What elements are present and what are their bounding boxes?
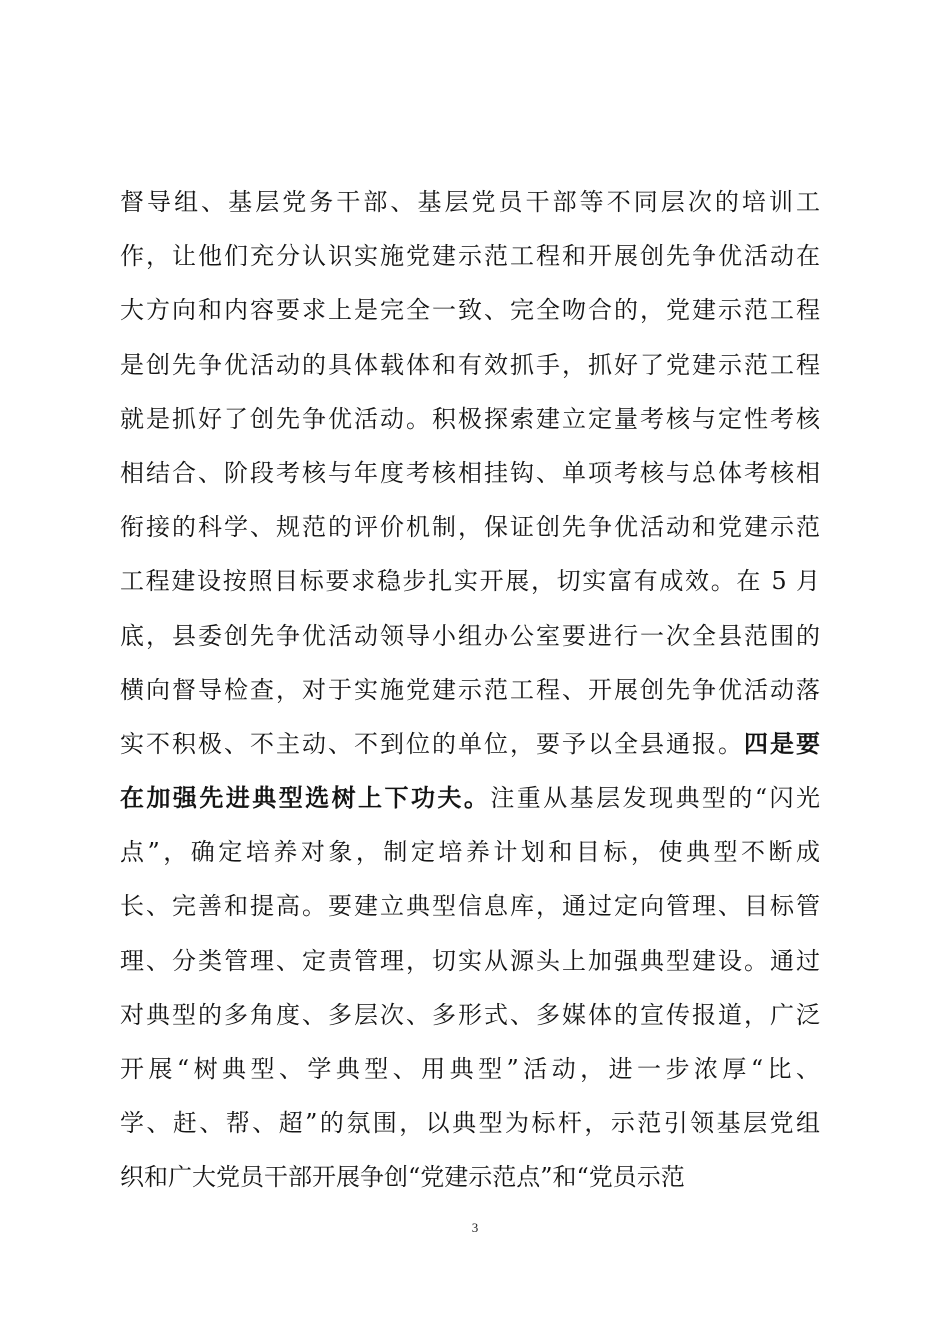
text-segment: 底，县委创先争优活动领导小组办公室要进行一次全县范围的 (120, 621, 820, 650)
text-line (120, 554, 820, 608)
text-line (120, 392, 820, 446)
text-line (120, 1042, 820, 1096)
text-segment: 作，让他们充分认识实施党建示范工程和开展创先争优活动在 (120, 242, 820, 271)
text-segment: 横向督导检查，对于实施党建示范工程、开展创先争优活动落 (120, 675, 820, 704)
text-segment: 是创先争优活动的具体载体和有效抓手，抓好了党建示范工程 (120, 350, 820, 379)
text-line (120, 229, 820, 283)
text-segment: 长、完善和提高。要建立典型信息库，通过定向管理、目标管 (120, 892, 820, 921)
text-segment: 对典型的多角度、多层次、多形式、多媒体的宣传报道，广泛 (120, 1000, 820, 1029)
text-segment: 相结合、阶段考核与年度考核相挂钩、单项考核与总体考核相 (120, 458, 820, 487)
text-line (120, 500, 820, 554)
text-segment: 织和广大党员干部开展争创“党建示范点”和“党员示范 (120, 1163, 685, 1192)
text-line (120, 1150, 820, 1204)
text-segment: 注重从基层发现典型的“闪光 (490, 784, 820, 813)
text-segment: 学、赶、帮、超”的氛围，以典型为标杆，示范引领基层党组 (120, 1109, 820, 1138)
text-line (120, 338, 820, 392)
text-line (120, 283, 820, 337)
body-paragraph (120, 175, 820, 1205)
text-line (120, 446, 820, 500)
bold-text-segment: 四是要 (744, 729, 820, 758)
text-line (120, 825, 820, 879)
text-segment: 工程建设按照目标要求稳步扎实开展，切实富有成效。在 5 月 (120, 567, 820, 596)
text-line (120, 175, 820, 229)
text-line (120, 663, 820, 717)
text-segment: 就是抓好了创先争优活动。积极探索建立定量考核与定性考核 (120, 404, 820, 433)
bold-text-segment: 在加强先进典型选树上下功夫。 (120, 784, 491, 813)
text-segment: 实不积极、不主动、不到位的单位，要予以全县通报。 (120, 729, 744, 758)
text-segment: 衔接的科学、规范的评价机制，保证创先争优活动和党建示范 (120, 513, 820, 542)
text-line (120, 934, 820, 988)
text-line (120, 1096, 820, 1150)
text-segment: 理、分类管理、定责管理，切实从源头上加强典型建设。通过 (120, 946, 820, 975)
text-line (120, 771, 820, 825)
page-number: 3 (471, 1220, 479, 1235)
text-line (120, 879, 820, 933)
text-line (120, 717, 820, 771)
text-segment: 开展“树典型、学典型、用典型”活动，进一步浓厚“比、 (120, 1055, 820, 1083)
text-segment: 点”，确定培养对象，制定培养计划和目标，使典型不断成 (120, 838, 820, 867)
text-line (120, 609, 820, 663)
text-segment: 督导组、基层党务干部、基层党员干部等不同层次的培训工 (120, 188, 820, 216)
text-segment: 大方向和内容要求上是完全一致、完全吻合的，党建示范工程 (120, 296, 820, 325)
text-line (120, 988, 820, 1042)
